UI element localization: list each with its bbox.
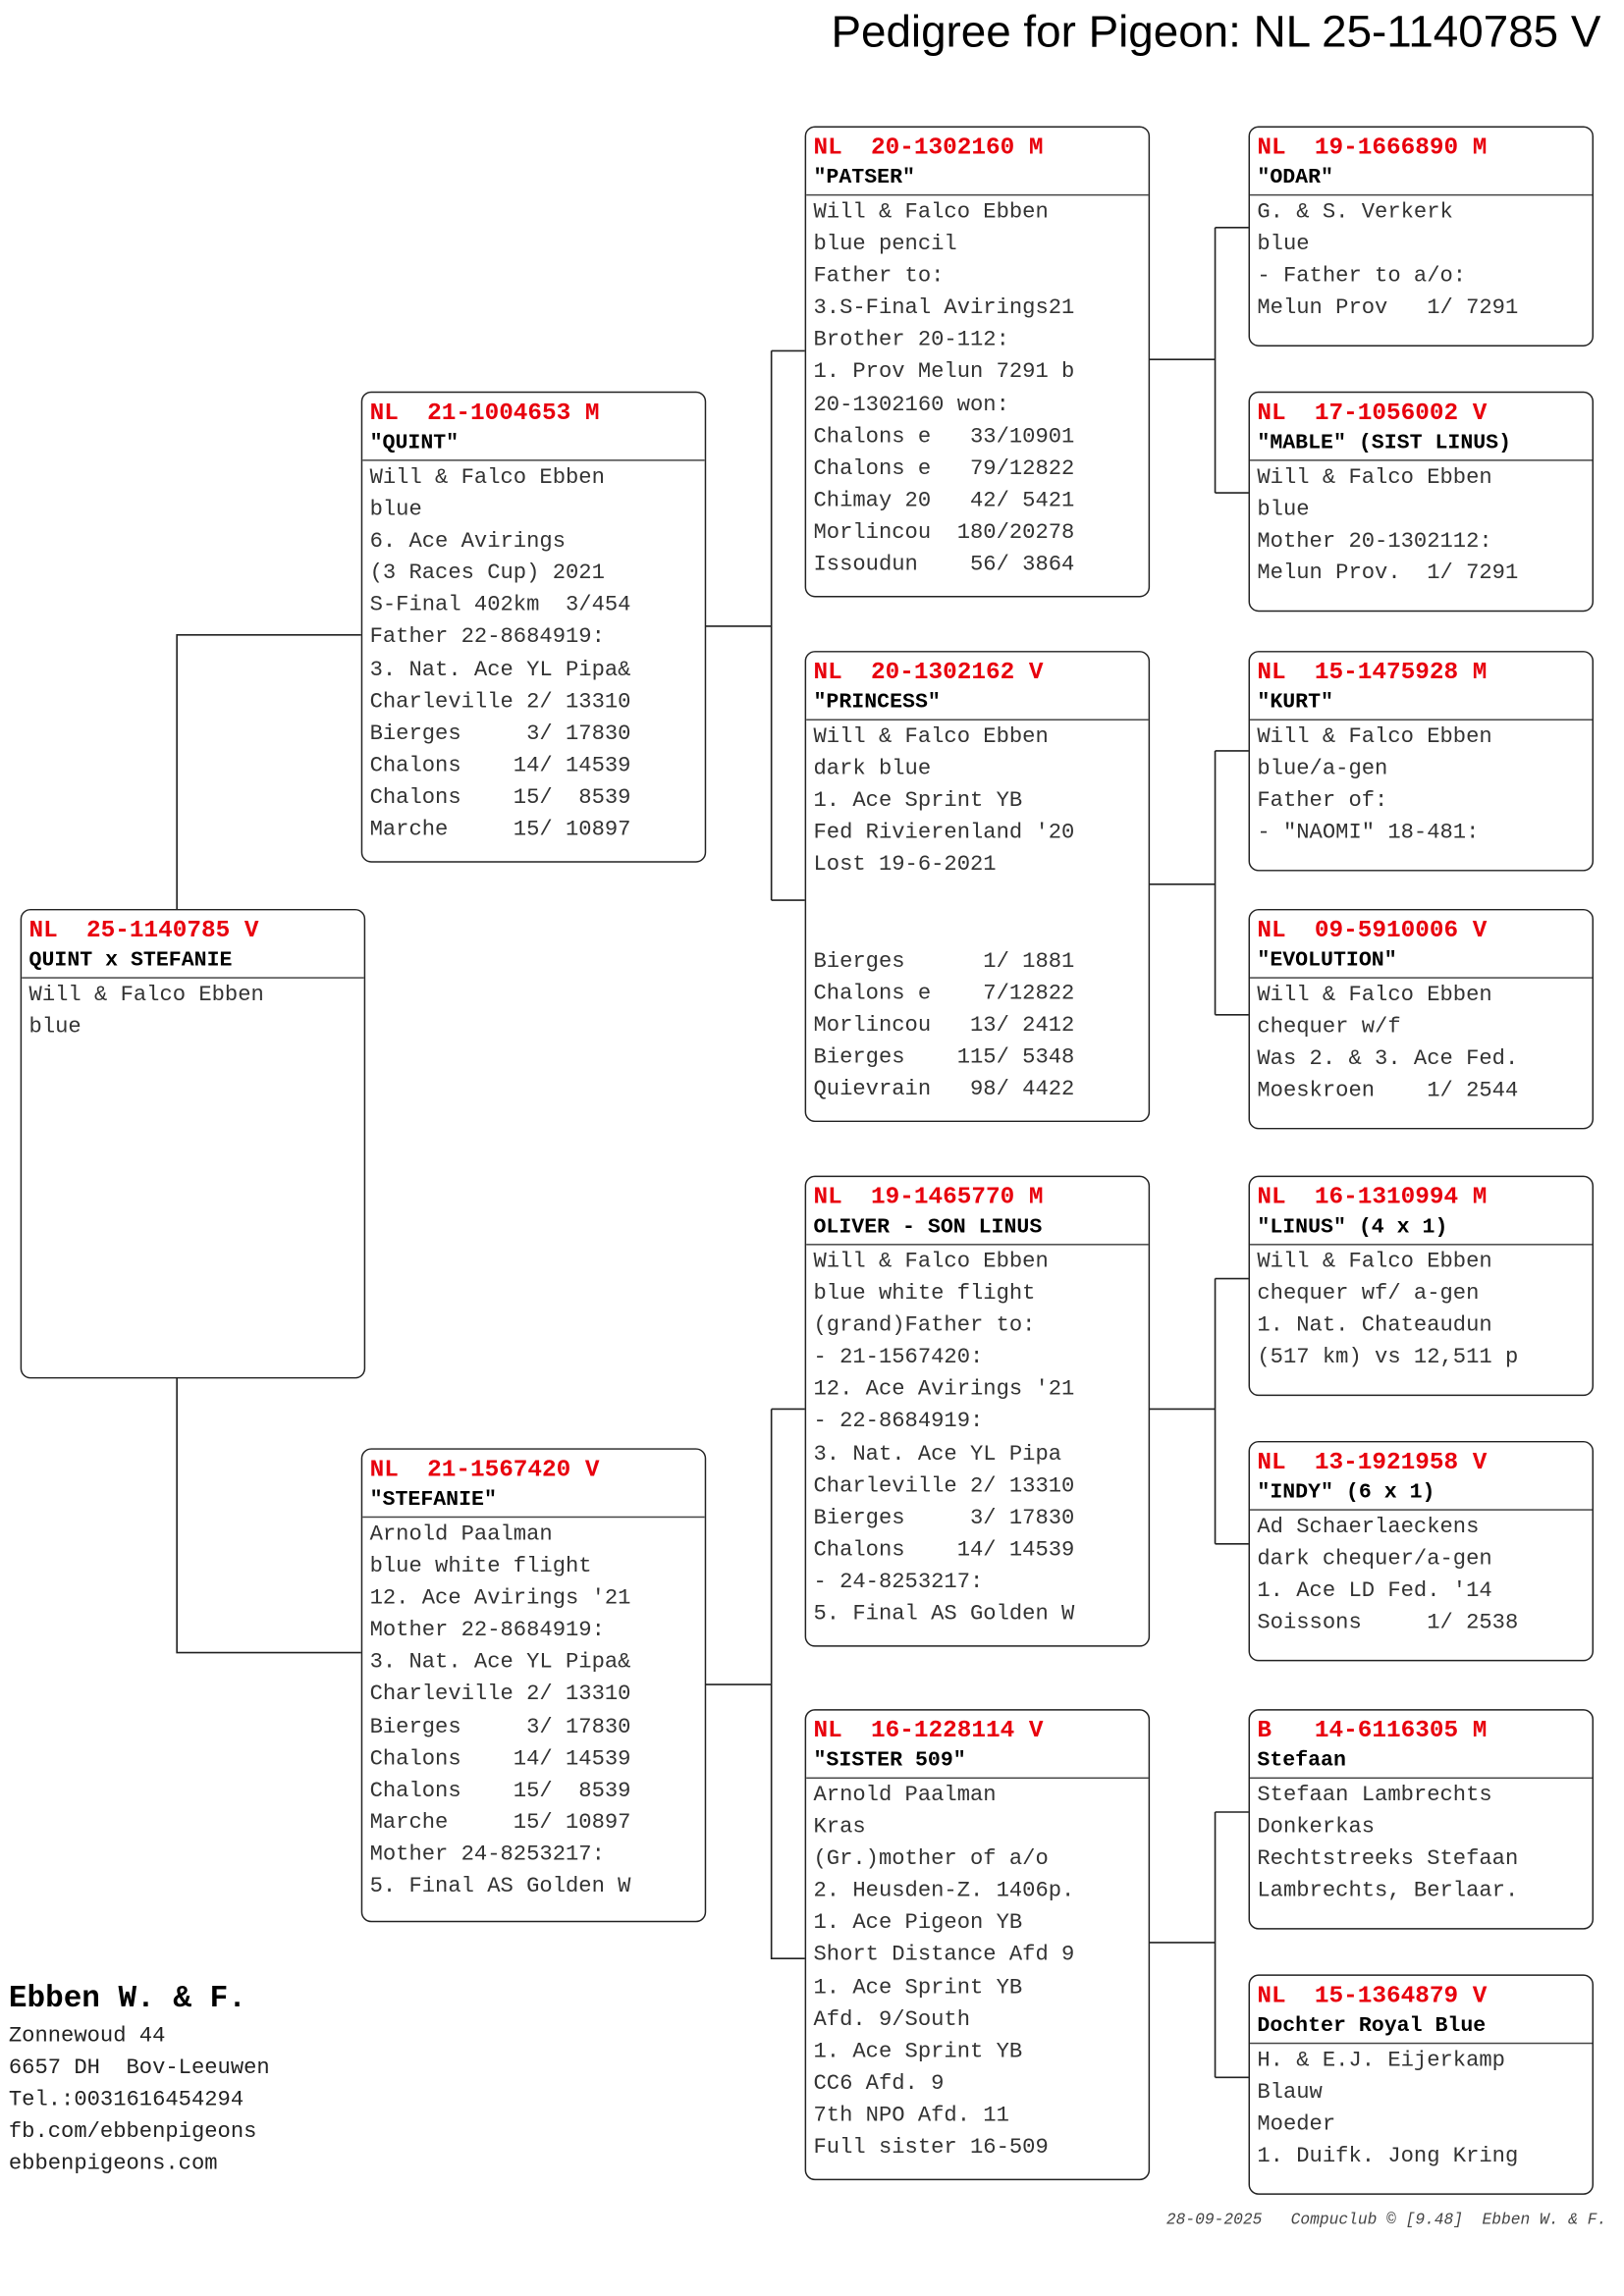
owner-name: Ebben W. & F. [8,1983,246,2017]
detail-line: Chalons 15/ 8539 [369,785,631,811]
pedigree-card-ss-sire[interactable] [1249,126,1594,346]
page-title: Pedigree for Pigeon: NL 25-1140785 V [831,5,1601,57]
detail-line: blue/a-gen [1257,757,1388,782]
detail-line: Father 22-8684919: [369,625,605,651]
ring-number: B 14-6116305 M [1257,1716,1488,1744]
pigeon-name: Dochter Royal Blue [1250,2012,1593,2044]
ring-number: NL 19-1465770 M [813,1183,1044,1211]
detail-line: 1. Ace Sprint YB [813,1975,1023,2001]
detail-line: Donkerkas [1257,1815,1376,1841]
detail-line: Arnold Paalman [813,1783,997,1808]
connector-sd [1149,751,1249,1015]
pigeon-name: "PATSER" [806,164,1149,195]
owner-address-line: Zonnewoud 44 [8,2023,166,2049]
detail-line: (Gr.)mother of a/o [813,1846,1049,1872]
pigeon-name: "STEFANIE" [362,1486,705,1518]
pigeon-details [1250,1779,1593,1908]
pigeon-details [806,195,1149,581]
footer-credits: 28-09-2025 Compuclub © [9.48] Ebben W. & F. [1165,2212,1607,2230]
pigeon-name: "SISTER 509" [806,1747,1149,1779]
pedigree-card-dam-dam[interactable] [805,1709,1150,2180]
detail-line: Will & Falco Ebben [28,983,264,1008]
detail-line: G. & S. Verkerk [1257,199,1453,225]
detail-line: 3. Nat. Ace YL Pipa [813,1441,1062,1467]
ring-number: NL 17-1056002 V [1257,399,1488,427]
detail-line: Charleville 2/ 13310 [369,1682,631,1707]
detail-line: Full sister 16-509 [813,2135,1049,2161]
detail-line: Mother 22-8684919: [369,1618,605,1643]
detail-line: Charleville 2/ 13310 [813,1473,1075,1499]
pedigree-card-sd-dam[interactable] [1249,909,1594,1129]
detail-line: Morlincou 13/ 2412 [813,1013,1075,1039]
pigeon-details [1250,1246,1593,1375]
pigeon-name: "EVOLUTION" [1250,946,1593,978]
detail-line: Marche 15/ 10897 [369,817,631,843]
detail-line: blue white flight [369,1554,592,1579]
detail-line: CC6 Afd. 9 [813,2071,945,2097]
pigeon-details [1250,979,1593,1108]
detail-line: Father to: [813,264,945,290]
detail-line: Mother 20-1302112: [1257,529,1492,555]
detail-line: Will & Falco Ebben [813,199,1049,225]
detail-line: 1. Ace Pigeon YB [813,1910,1023,1937]
pigeon-details [1250,461,1593,591]
owner-facebook-link[interactable]: fb.com/ebbenpigeons [8,2119,257,2145]
pigeon-details [362,1518,705,1903]
detail-line: Bierges 115/ 5348 [813,1044,1075,1070]
detail-line: Chalons e 33/10901 [813,424,1075,450]
pedigree-card-dam[interactable] [361,1448,706,1922]
detail-line: - 24-8253217: [813,1570,984,1595]
detail-line: 1. Ace LD Fed. '14 [1257,1578,1492,1604]
detail-line: Ad Schaerlaeckens [1257,1515,1480,1540]
pigeon-details [22,979,364,1044]
detail-line: Bierges 3/ 17830 [369,1714,631,1739]
detail-line: Lambrechts, Berlaar. [1257,1879,1519,1904]
detail-line: 6. Ace Avirings [369,529,566,555]
pedigree-card-sd-sire[interactable] [1249,651,1594,871]
connector-dd [1149,1812,1249,2077]
pigeon-name: "QUINT" [362,429,705,460]
detail-line: Quievrain 98/ 4422 [813,1077,1075,1102]
detail-line: Arnold Paalman [369,1522,553,1547]
pedigree-card-sire-sire[interactable] [805,126,1150,597]
detail-line: 2. Heusden-Z. 1406p. [813,1879,1075,1904]
ring-number: NL 09-5910006 V [1257,916,1488,944]
detail-line: Marche 15/ 10897 [369,1810,631,1836]
detail-line: Chalons 14/ 14539 [369,753,631,778]
detail-line: Will & Falco Ebben [1257,465,1492,491]
pigeon-name: "PRINCESS" [806,688,1149,720]
detail-line: blue pencil [813,232,957,257]
detail-line: blue white flight [813,1281,1036,1307]
ring-number: NL 19-1666890 M [1257,133,1488,161]
ring-number: NL 20-1302160 M [813,133,1044,161]
detail-line: dark blue [813,757,932,782]
ring-number: NL 21-1567420 V [369,1455,600,1483]
detail-line: Will & Falco Ebben [813,724,1049,750]
ring-number: NL 16-1228114 V [813,1716,1044,1744]
detail-line: Will & Falco Ebben [1257,724,1492,750]
detail-line: - 22-8684919: [813,1410,984,1435]
detail-line: - 21-1567420: [813,1345,984,1370]
detail-line: Father of: [1257,788,1388,814]
pedigree-card-sire-dam[interactable] [805,651,1150,1122]
ring-number: NL 15-1475928 M [1257,658,1488,686]
owner-block [9,1980,270,2180]
detail-line: S-Final 402km 3/454 [369,593,631,618]
pigeon-name: OLIVER - SON LINUS [806,1213,1149,1245]
pigeon-name: "MABLE" (SIST LINUS) [1250,429,1593,460]
detail-line: 3. Nat. Ace YL Pipa& [369,657,631,682]
detail-line: H. & E.J. Eijerkamp [1257,2048,1505,2073]
detail-line: chequer wf/ a-gen [1257,1281,1480,1307]
pigeon-name: "INDY" (6 x 1) [1250,1478,1593,1510]
pedigree-card-ss-dam[interactable] [1249,392,1594,612]
detail-line: Was 2. & 3. Ace Fed. [1257,1046,1519,1072]
pigeon-details [806,721,1149,1106]
detail-line: Rechtstreeks Stefaan [1257,1846,1519,1872]
pigeon-name: "LINUS" (4 x 1) [1250,1213,1593,1245]
detail-line: blue [1257,232,1310,257]
detail-line: Will & Falco Ebben [369,465,605,491]
detail-line: Melun Prov 1/ 7291 [1257,295,1519,321]
pigeon-details [1250,721,1593,850]
owner-address-line: 6657 DH Bov-Leeuwen [8,2056,270,2081]
detail-line: Bierges 3/ 17830 [813,1506,1075,1531]
ring-number: NL 20-1302162 V [813,658,1044,686]
detail-line: Chalons 14/ 14539 [813,1537,1075,1563]
detail-line: Moeder [1257,2111,1336,2138]
pigeon-details [1250,1511,1593,1640]
owner-website-link[interactable]: ebbenpigeons.com [8,2151,218,2176]
detail-line: Will & Falco Ebben [1257,983,1492,1008]
detail-line [813,914,1141,946]
detail-line: Brother 20-112: [813,328,1009,353]
pedigree-card-subject[interactable] [21,909,365,1378]
connector-ds [1149,1279,1249,1544]
pigeon-name: Stefaan [1250,1747,1593,1779]
connector-sire [705,350,805,900]
ring-number: NL 15-1364879 V [1257,1981,1488,2009]
detail-line: Lost 19-6-2021 [813,852,997,879]
detail-line: Will & Falco Ebben [1257,1250,1492,1275]
pigeon-details [1250,195,1593,325]
detail-line: 3.S-Final Avirings21 [813,295,1075,321]
ring-number: NL 13-1921958 V [1257,1448,1488,1476]
detail-line: 1. Prov Melun 7291 b [813,359,1075,386]
detail-line: 5. Final AS Golden W [369,1874,631,1899]
detail-line: Chimay 20 42/ 5421 [813,488,1075,513]
detail-line: Chalons 14/ 14539 [369,1746,631,1772]
pedigree-card-dam-sire[interactable] [805,1176,1150,1647]
detail-line: (grand)Father to: [813,1313,1036,1339]
detail-line: Will & Falco Ebben [813,1250,1049,1275]
detail-line: 1. Nat. Chateaudun [1257,1313,1492,1339]
detail-line: 7th NPO Afd. 11 [813,2103,1009,2128]
detail-line: Bierges 1/ 1881 [813,948,1075,974]
detail-line: 12. Ace Avirings '21 [369,1585,631,1612]
detail-line: 5. Final AS Golden W [813,1601,1075,1628]
detail-line: Chalons e 7/12822 [813,981,1075,1006]
detail-line: 3. Nat. Ace YL Pipa& [369,1650,631,1676]
detail-line: Fed Rivierenland '20 [813,821,1075,846]
detail-line: Stefaan Lambrechts [1257,1783,1492,1808]
detail-line: blue [28,1014,81,1041]
detail-line: 12. Ace Avirings '21 [813,1377,1075,1403]
ring-number: NL 16-1310994 M [1257,1183,1488,1211]
detail-line: blue [369,497,422,522]
detail-line: Moeskroen 1/ 2544 [1257,1079,1519,1104]
detail-line: 20-1302160 won: [813,392,1009,417]
detail-line: Morlincou 180/20278 [813,520,1075,546]
detail-line: Issoudun 56/ 3864 [813,552,1075,577]
detail-line: - Father to a/o: [1257,264,1467,290]
detail-line: Soissons 1/ 2538 [1257,1611,1519,1636]
pigeon-details [806,1246,1149,1631]
pedigree-card-ds-sire[interactable] [1249,1176,1594,1396]
pigeon-name: "ODAR" [1250,164,1593,195]
pigeon-details [362,461,705,847]
detail-line: blue [1257,497,1310,522]
detail-line: dark chequer/a-gen [1257,1546,1492,1572]
detail-line: Blauw [1257,2080,1323,2106]
detail-line: Afd. 9/South [813,2006,971,2032]
detail-line [813,882,1141,915]
pigeon-name: QUINT x STEFANIE [22,946,364,978]
detail-line: Charleville 2/ 13310 [369,689,631,715]
detail-line: Mother 24-8253217: [369,1842,605,1868]
pigeon-name: "KURT" [1250,688,1593,720]
detail-line: 1. Ace Sprint YB [813,2039,1023,2064]
pigeon-details [806,1779,1149,2164]
detail-line: (3 Races Cup) 2021 [369,561,605,587]
detail-line: chequer w/f [1257,1014,1401,1041]
owner-phone: Tel.:0031616454294 [8,2087,244,2112]
pedigree-card-dd-sire[interactable] [1249,1709,1594,1929]
pedigree-card-sire[interactable] [361,392,706,863]
pedigree-card-dd-dam[interactable] [1249,1974,1594,2194]
detail-line: - "NAOMI" 18-481: [1257,821,1480,846]
detail-line: Chalons 15/ 8539 [369,1778,631,1803]
detail-line: Melun Prov. 1/ 7291 [1257,561,1519,587]
connector-dam [705,1409,805,1958]
detail-line: 1. Ace Sprint YB [813,788,1023,814]
ring-number: NL 25-1140785 V [28,916,259,944]
detail-line: Kras [813,1815,866,1841]
connector-ss [1149,228,1249,493]
detail-line: 1. Duifk. Jong Kring [1257,2144,1519,2169]
pedigree-card-ds-dam[interactable] [1249,1441,1594,1661]
detail-line: (517 km) vs 12,511 p [1257,1345,1519,1370]
detail-line: Bierges 3/ 17830 [369,721,631,747]
detail-line: Short Distance Afd 9 [813,1943,1075,1968]
detail-line: Chalons e 79/12822 [813,455,1075,481]
pigeon-details [1250,2044,1593,2173]
ring-number: NL 21-1004653 M [369,399,600,427]
